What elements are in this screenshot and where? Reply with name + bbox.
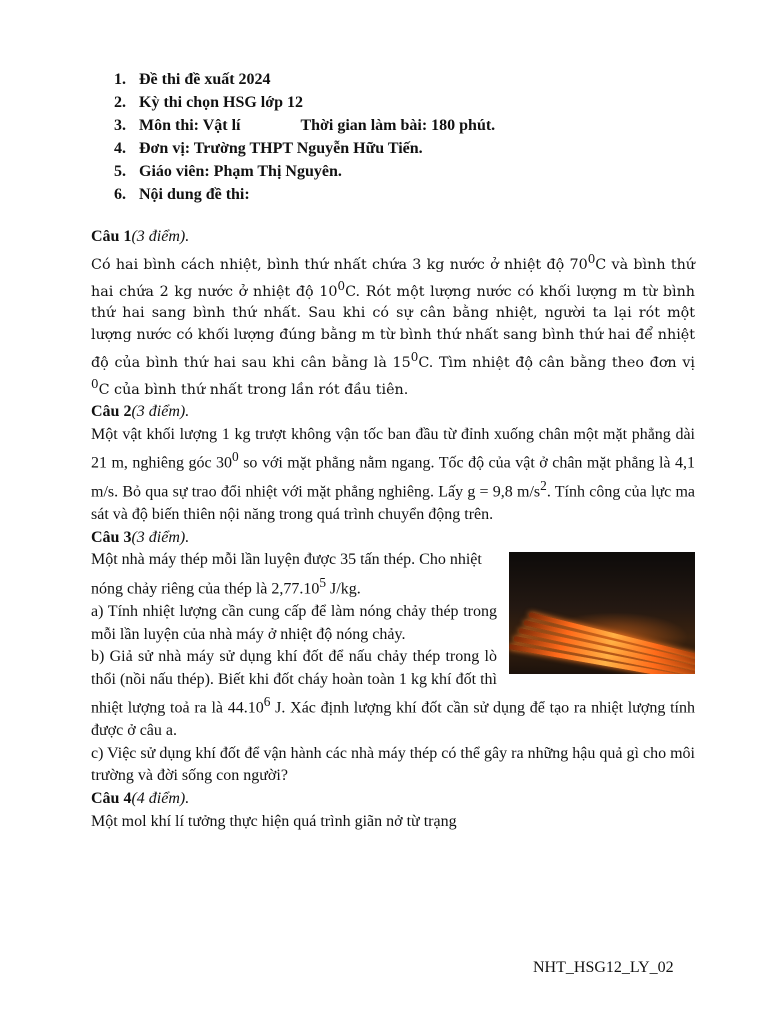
- info-item-subject: 3. Môn thi: Vật lí Thời gian làm bài: 180 phút.: [114, 117, 496, 134]
- question-3-intro: Một nhà máy thép mỗi lần luyện được 35 tấn thép. Cho nhiệt nóng chảy riêng của thép là 2,77.10$^5$ J/kg.: [91, 551, 482, 598]
- question-3-title: Câu 3(3 điểm).: [91, 528, 190, 546]
- exam-content: [91, 226, 695, 833]
- question-2-title: Câu 2(3 điểm).: [91, 403, 190, 421]
- question-1-text: Có hai bình cách nhiệt, bình thứ nhất chứa 3 kg nước ở nhiệt độ $70^0C$ và bình thứ hai chứa 2 kg nước ở nhiệt độ $10^0C$. Rót một lượng nước có khối lượng m từ bình thứ hai sang bình thứ nhất. Sau khi có sự cân bằng nhiệt, người ta lại rót một lượng nước có khối lượng đúng bằng m từ bình thứ nhất sang bình thứ hai để nhiệt độ của bình thứ hai sau khi cân bằng là $15^0C$. Tìm nhiệt độ cân bằng theo đơn vị $^0$C của bình thứ nhất trong lần rót đầu tiên.: [91, 251, 695, 398]
- question-1-title: Câu 1(3 điểm).: [91, 228, 190, 245]
- document-code: NHT_HSG12_LY_02: [533, 959, 674, 976]
- question-3-part-a: a) Tính nhiệt lượng cần cung cấp để làm nóng chảy thép trong mỗi lần luyện của nhà máy ở nhiệt độ nóng chảy.: [91, 602, 497, 643]
- question-4-title: Câu 4(4 điểm).: [91, 790, 190, 808]
- question-2-text: Một vật khối lượng 1 kg trượt không vận tốc ban đầu từ đỉnh xuống chân một mặt phẳng dài 21 m, nghiêng góc $30^0$ so với mặt phẳng nằm ngang. Tốc độ của vật ở chân mặt phẳng là 4,1 m/s. Bỏ qua sự trao đổi nhiệt với mặt phẳng nghiêng. Lấy g = 9,8 $m/s^2$. Tính công của lực ma sát và độ biến thiên nội năng trong quá trình chuyển động trên.: [91, 425, 696, 524]
- info-item-school: 4. Đơn vị: Trường THPT Nguyễn Hữu Tiến.: [114, 140, 423, 157]
- info-item-teacher: 5. Giáo viên: Phạm Thị Nguyên.: [114, 163, 342, 180]
- steel-bars-photo: [509, 552, 695, 674]
- info-item-content: 6. Nội dung đề thi:: [114, 186, 250, 203]
- question-4-text: Một mol khí lí tưởng thực hiện quá trình giãn nở từ trạng: [91, 812, 457, 830]
- exam-duration: Thời gian làm bài: 180 phút.: [300, 117, 496, 134]
- info-item-year: 1. Đề thi đề xuất 2024: [114, 71, 271, 88]
- question-3-part-b: b) Giả sử nhà máy sử dụng khí đốt để nấu chảy thép trong lò thổi (nồi nấu thép). Biết khi đốt cháy hoàn toàn 1 kg khí đốt thì nhiệt lượng toả ra là 44.10$^6$ J. Xác định lượng khí đốt cần sử dụng để tạo ra nhiệt lượng tính được ở câu a.: [91, 648, 695, 740]
- info-item-exam: 2. Kỳ thi chọn HSG lớp 12: [114, 94, 304, 111]
- exam-info-list: [114, 68, 495, 206]
- question-3-part-c: c) Việc sử dụng khí đốt để vận hành các nhà máy thép có thể gây ra những hậu quả gì cho môi trường và đời sống con người?: [91, 744, 695, 785]
